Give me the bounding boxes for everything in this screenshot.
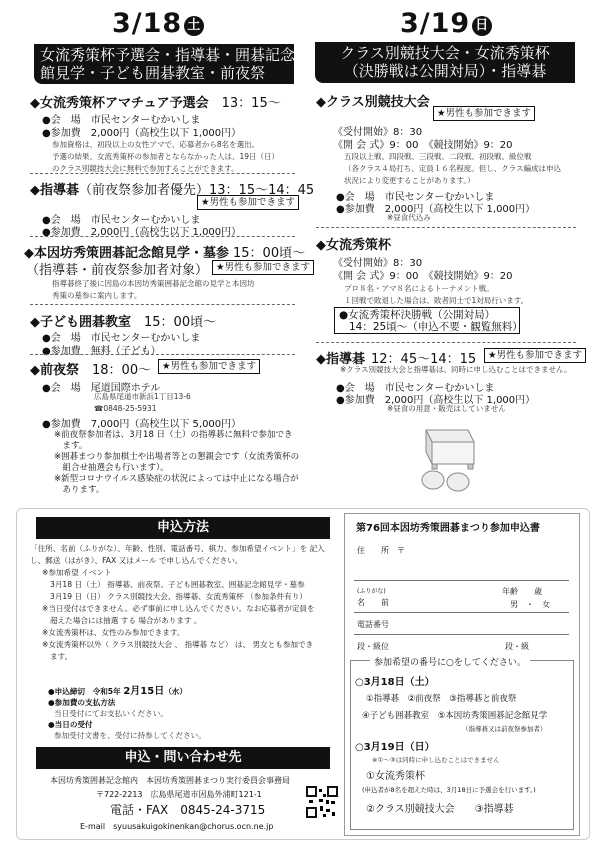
notes: ※前夜祭参加者は、3月18 日（土）の指導碁に無料で参加でき ます。 ※囲碁まつり参加棋士や出場者等との懇親会です（女流秀策杯の 組合せ抽選会も行います）。 ※新型コロナウイルス感染症の状況によっては中止になる場合が あります。 <box>54 430 300 495</box>
contact-phone: 電話・FAX 0845-24-3715 <box>110 803 266 817</box>
contact-address: 〒722-2213 広島県尾道市因島外浦町121-1 <box>96 790 262 799</box>
divider <box>30 173 295 174</box>
form-options-18a[interactable]: ①指導碁 ②前夜祭 ③指導碁と前夜祭 <box>366 694 517 704</box>
form-date-19: ○3月19日（日） <box>355 742 435 753</box>
divider <box>316 342 576 343</box>
final-match-box: ●女流秀策杯決勝戦（公開対局） 14：25頃〜（申込不要・観覧無料） <box>334 307 520 334</box>
form-phone-field[interactable]: 電話番号 <box>357 620 389 629</box>
divider <box>354 634 569 635</box>
fee: ●参加費 2,000円（高校生以下 1,000円） <box>42 128 242 139</box>
men-welcome-badge: ★男性も参加できます <box>484 348 586 363</box>
form-title: 第76回本因坊秀策囲碁まつり参加申込書 <box>356 523 540 534</box>
divider <box>30 236 295 237</box>
fee: ●参加費 2,000円（高校生以下 1,000円） <box>336 395 536 406</box>
notes: プロ８名・アマ８名によるトーナメント戦。 １回戦で敗退した場合は、敗者同士で1対局行います。 <box>344 284 529 305</box>
men-welcome-badge: ★男性も参加できます <box>197 195 299 210</box>
reception-time: 《受付開始》8：30 <box>333 127 423 138</box>
contact-org: 本因坊秀策囲碁記念館内 本因坊秀策囲碁まつり実行委員会事務局 <box>50 776 290 785</box>
men-welcome-badge: ★男性も参加できます <box>433 106 535 121</box>
qr-code[interactable] <box>306 786 338 818</box>
form-option-note: (申込者が8名を超えた時は、3月18日に予選会を行います。) <box>362 786 536 794</box>
form-furigana-label: (ふりがな) <box>357 588 386 595</box>
opening-time: 《開 会 式》9：00 《競技開始》9：20 <box>333 271 513 282</box>
form-options-19b[interactable]: ②クラス別競技大会 ③指導碁 <box>366 804 514 815</box>
banner-18: 女流秀策杯予選会・指導碁・囲碁記念 館見学・子ども囲碁教室・前夜祭 <box>34 44 294 84</box>
application-instructions: 「住所、名前（ふりがな）、年齢、性別、電話番号、棋力、参加希望イベント」を 記入 し、郵送（はがき）、FAX 又はメール で申し込んでください。 ※参加希望 イベント 3月18 日（土） 指導碁、前夜祭、子ども囲碁教室、囲碁記念館見学・墓参 3月19 日（日） クラス別競技大会、指導碁、女流秀策杯 （参加条件有り） ※当日受付はできません。必ず事前に申し込んでください。なお応募者が定員を 超えた場合には抽選 する 場合があります 。 ※女流秀策杯は、女性のみ参加できます。 ※女流秀策杯以外（ クラス別競技大会 、 指導碁 など） は、 男女とも参加でき ます。 <box>30 544 325 661</box>
section-amateur-prelim: ◆女流秀策杯アマチュア予選会 13：15〜 <box>30 96 281 111</box>
form-rank-unit: 段・級 <box>505 642 529 651</box>
divider <box>316 227 576 228</box>
divider <box>30 304 295 305</box>
venue: ●会 場 市民センターむかいしま <box>42 215 201 226</box>
form-option-women-cup[interactable]: ①女流秀策杯 <box>366 771 425 782</box>
fee: ●参加費 2,000円（高校生以下 1,000円） <box>336 204 536 215</box>
form-date-18: ○3月18日（土） <box>355 677 435 688</box>
form-options-18b[interactable]: ④子ども囲碁教室 ⑤本因坊秀策囲碁記念館見学 <box>362 711 548 721</box>
form-rank-field[interactable]: 段・級位 <box>357 642 389 651</box>
venue: ●会 場 市民センターむかいしま <box>336 383 495 394</box>
go-board-illustration <box>418 428 480 496</box>
venue: ●会 場 市民センターむかいしま <box>336 192 495 203</box>
divider <box>354 580 569 581</box>
divider <box>30 354 295 355</box>
form-note-19: ※①〜③は同時に申し込むことはできません <box>372 756 500 764</box>
men-welcome-badge: ★男性も参加できます <box>158 359 260 374</box>
venue: ●会 場 市民センターむかいしま <box>42 115 201 126</box>
opening-time: 《開 会 式》9：00 《競技開始》9：20 <box>333 140 513 151</box>
fee: ●参加費 2,000円（高校生以下 1,000円） <box>42 227 242 238</box>
section-women-cup: ◆女流秀策杯 <box>316 238 391 253</box>
section-teaching-game-19: ◆指導碁 12：45〜14：15 <box>316 352 477 367</box>
form-note-18: （指導碁又は前夜祭参加者） <box>462 725 547 733</box>
weekday-badge: 日 <box>472 16 492 36</box>
venue: ●会 場 尾道国際ホテル <box>42 383 161 394</box>
fee: ●参加費 無料（子ども） <box>42 346 161 357</box>
lunch-note: ※昼食代込み <box>387 213 431 222</box>
weekday-badge: 土 <box>184 16 204 36</box>
hotel-contact: 広島県尾道市新浜1丁目13-6 ☎0848-25-5931 <box>94 392 191 413</box>
lunch-note: ※昼食の用意・販売はしていません <box>387 404 506 413</box>
section-kids-class: ◆子ども囲碁教室 15：00頃〜 <box>30 315 217 330</box>
men-welcome-badge: ★男性も参加できます <box>212 260 314 275</box>
section-class-tournament: ◆クラス別競技大会 <box>316 95 430 110</box>
section-museum-visit: ◆本因坊秀策囲碁記念館見学・墓参 15：00頃〜 <box>24 246 306 261</box>
date-heading-18: 3/18 土 <box>112 8 204 39</box>
form-gender-field[interactable]: 男 ・ 女 <box>510 600 550 609</box>
form-name-field[interactable]: 名 前 <box>357 598 389 607</box>
deadline-info: ●申込締切 令和5年 2月15日（水） ●参加費の支払方法 当日受付にてお支払いください。 ●当日の受付 参加受付文書を、受付に持参してください。 <box>48 686 206 740</box>
form-address-field[interactable]: 住 所 〒 <box>357 546 405 555</box>
note: ※クラス別競技大会と指導碁は、同時に申し込むことはできません。 <box>340 365 572 374</box>
target-note: （指導碁・前夜祭参加者対象） <box>26 263 209 278</box>
event-choice-heading: 参加希望の番号に○をしてください。 <box>370 655 530 668</box>
contact-email: E-mail syuusakuigokinenkan@chorus.ocn.ne.jp <box>80 822 274 831</box>
application-method-heading: 申込方法 <box>36 517 330 539</box>
reception-time: 《受付開始》8：30 <box>333 258 423 269</box>
notes: 指導碁終了後に因島の本因坊秀策囲碁記念館の見学と本因坊 秀策の墓参に案内します。 <box>52 279 255 300</box>
date-heading-19: 3/19 日 <box>400 8 492 39</box>
form-age-field[interactable]: 年齢 歳 <box>502 587 542 596</box>
venue: ●会 場 市民センターむかいしま <box>42 333 201 344</box>
section-eve-party: ◆前夜祭 18：00〜 <box>30 363 152 378</box>
notes: 五段以上戦、四段戦、三段戦、二段戦、初段戦、級位戦 （各クラス４局打ち、定員１６名程度。但し、クラス編成は申込 状況により変更することがあります。） <box>344 152 562 185</box>
section-teaching-game: ◆指導碁（前夜祭参加者優先）13：15〜14：45 <box>30 183 315 198</box>
notes: 参加資格は、初段以上の女性アマで、応募者から8名を選出。 予選の結果、女流秀策杯の参加者とならなかった人は、19日（日） のクラス別競技大会に無料で参加することができます。 <box>52 140 280 173</box>
contact-heading: 申込・問い合わせ先 <box>36 747 330 769</box>
fee: ●参加費 7,000円（高校生以下 5,000円） <box>42 419 242 430</box>
divider <box>354 612 569 613</box>
email-link[interactable]: syuusakuigokinenkan@chorus.ocn.ne.jp <box>113 822 274 831</box>
banner-19: クラス別競技大会・女流秀策杯 （決勝戦は公開対局）・指導碁 <box>315 42 575 83</box>
